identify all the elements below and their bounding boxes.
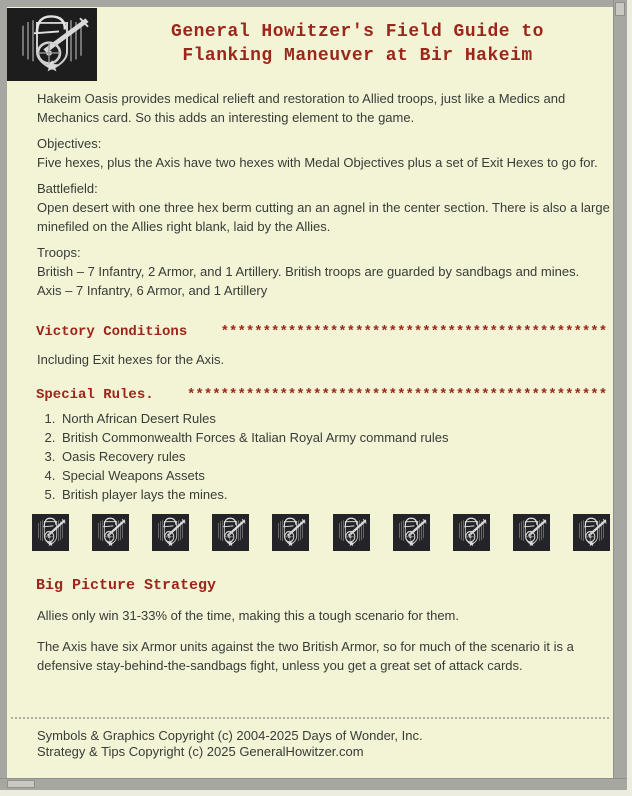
rule-item: 4. Special Weapons Assets <box>59 466 613 485</box>
title-line-1: General Howitzer's Field Guide to <box>171 22 544 42</box>
rule-item: 3. Oasis Recovery rules <box>59 447 613 466</box>
battlefield-label: Battlefield: <box>37 181 98 196</box>
howitzer-emblem-icon <box>453 514 490 551</box>
rule-item: 2. British Commonwealth Forces & Italian Royal Army command rules <box>59 428 613 447</box>
battlefield-block <box>37 179 613 236</box>
howitzer-emblem-icon <box>92 514 129 551</box>
rule-item: 1. North African Desert Rules <box>59 409 613 428</box>
troops-block <box>37 243 613 300</box>
victory-conditions-label: Victory Conditions <box>36 324 188 340</box>
troops-axis-line: Axis – 7 Infantry, 6 Armor, and 1 Artillery <box>37 283 268 298</box>
footer-divider <box>11 717 609 719</box>
howitzer-emblem-icon <box>333 514 370 551</box>
victory-conditions-body: Including Exit hexes for the Axis. <box>37 352 225 367</box>
copyright-line-2: Strategy & Tips Copyright (c) 2025 GeneralHowitzer.com <box>37 744 364 759</box>
copyright-footer <box>37 728 613 760</box>
vertical-scrollbar-thumb[interactable] <box>615 2 625 16</box>
victory-conditions-heading <box>36 324 613 340</box>
strategy-paragraph-1: Allies only win 31-33% of the time, making this a tough scenario for them. <box>37 608 459 623</box>
troops-british-line: British – 7 Infantry, 2 Armor, and 1 Artillery. British troops are guarded by sandbags and mines. <box>37 264 580 279</box>
howitzer-emblem-icon <box>573 514 610 551</box>
howitzer-icon-row <box>32 514 610 551</box>
intro-paragraph: Hakeim Oasis provides medical relieft and restoration to Allied troops, just like a Medics and Mechanics card. So this adds an interesting element to the game. <box>37 91 566 125</box>
page-title <box>102 7 613 68</box>
copyright-line-1: Symbols & Graphics Copyright (c) 2004-2025 Days of Wonder, Inc. <box>37 728 423 743</box>
horizontal-scrollbar-thumb[interactable] <box>7 780 35 788</box>
special-rules-stars-rule: ************************************************** <box>187 387 608 403</box>
page-header <box>7 7 613 85</box>
horizontal-scrollbar[interactable] <box>0 778 627 790</box>
strategy-paragraph-2: The Axis have six Armor units against the two British Armor, so for much of the scenario it is a defensive stay-behind-the-sandbags fight, unless you get a great set of attack cards. <box>37 639 574 673</box>
special-rules-list <box>37 409 613 504</box>
title-line-2: Flanking Maneuver at Bir Hakeim <box>182 46 533 66</box>
big-picture-strategy-heading: Big Picture Strategy <box>36 577 217 594</box>
vertical-scrollbar[interactable] <box>613 0 627 790</box>
howitzer-logo-icon <box>7 8 97 81</box>
objectives-body: Five hexes, plus the Axis have two hexes with Medal Objectives plus a set of Exit Hexes to go for. <box>37 155 598 170</box>
objectives-block <box>37 134 613 172</box>
howitzer-emblem-icon <box>212 514 249 551</box>
objectives-label: Objectives: <box>37 136 102 151</box>
howitzer-emblem-icon <box>152 514 189 551</box>
howitzer-emblem-icon <box>272 514 309 551</box>
battlefield-body: Open desert with one three hex berm cutting an an agnel in the center section. There is also a large minefiled on the Allies right blank, laid by the Allies. <box>37 200 610 234</box>
howitzer-emblem-icon <box>393 514 430 551</box>
howitzer-emblem-icon <box>32 514 69 551</box>
troops-label: Troops: <box>37 245 81 260</box>
special-rules-heading <box>36 387 613 403</box>
special-rules-label: Special Rules. <box>36 387 154 403</box>
howitzer-emblem-icon <box>513 514 550 551</box>
rule-item: 5. British player lays the mines. <box>59 485 613 504</box>
victory-stars-rule: ********************************************** <box>220 324 608 340</box>
